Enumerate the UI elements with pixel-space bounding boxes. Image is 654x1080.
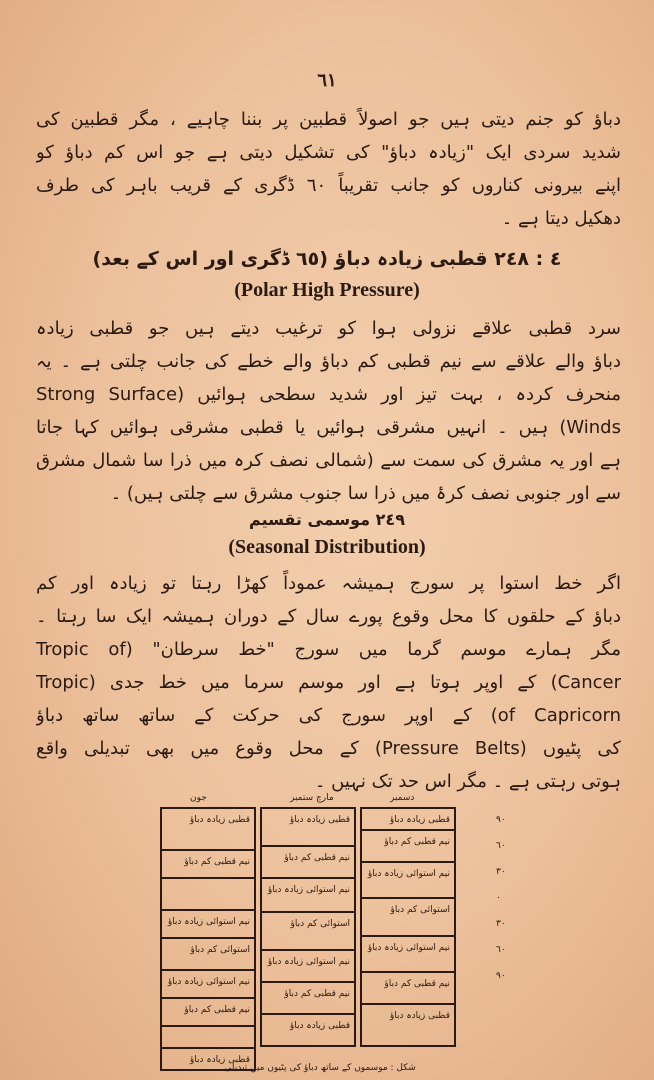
text-line: سرد قطبی علاقے نزولی ہوا کو ترغیب دیتے ہیں جو قطبی زیادہ (36, 318, 621, 339)
belt-cell: نیم قطبی کم دباؤ (362, 973, 454, 1005)
belt-cell: نیم قطبی کم دباؤ (362, 831, 454, 863)
text-line: سے اور جنوبی نصف کرۂ میں ذرا سا جنوب مشرق سے چلتی ہیں) ۔ (110, 483, 621, 504)
belt-cell: قطبی زیادہ دباؤ (362, 809, 454, 831)
belt-cell: قطبی زیادہ دباؤ (289, 1021, 350, 1031)
belt-cell (162, 879, 254, 911)
paragraph-1 (36, 103, 621, 235)
belt-cell: نیم استوائی زیادہ دباؤ (262, 951, 354, 983)
latitude-label: ٣٠ (496, 867, 506, 877)
text-line: اپنے بیرونی کناروں کو جانب تقریباً ٦٠ ڈگری کے قریب باہر کی طرف (36, 175, 621, 196)
belt-cell: نیم استوائی زیادہ دباؤ (362, 863, 454, 899)
column-heading: دسمبر (390, 793, 415, 803)
latitude-label: ٩٠ (496, 971, 506, 981)
belt-cell: قطبی زیادہ دباؤ (162, 809, 254, 851)
belt-cell: قطبی زیادہ دباؤ (262, 809, 354, 847)
page-number: ٦١ (317, 70, 337, 91)
latitude-label: ٣٠ (496, 919, 506, 929)
text-line: of Capricorn) کے اوپر سورج کی حرکت کے ساتھ ساتھ دباؤ (36, 705, 621, 726)
pressure-belts-figure (150, 793, 506, 1073)
text-line: کی پٹیوں (Pressure Belts) کے محل وقوع میں بھی تبدیلی واقع (36, 738, 621, 759)
text-line: ہوتی رہتی ہے ۔ مگر اس حد تک نہیں ۔ (314, 771, 621, 792)
belt-cell: استوائی کم دباؤ (362, 899, 454, 937)
belt-cell: نیم استوائی زیادہ دباؤ (162, 971, 254, 999)
belt-cell: نیم قطبی کم دباؤ (162, 999, 254, 1027)
belt-cell: نیم استوائی زیادہ دباؤ (162, 911, 254, 939)
belt-cell: نیم قطبی کم دباؤ (162, 851, 254, 879)
section-heading-urdu: ٤ : ٢٤٨ قطبی زیادہ دباؤ (٦٥ ڈگری اور اس کے بعد) (92, 248, 562, 270)
text-line: Winds) ہیں ۔ انہیں مشرقی ہوائیں یا قطبی مشرقی ہوائیں کہا جاتا (36, 417, 621, 438)
belt-cell: استوائی کم دباؤ (262, 913, 354, 951)
text-line: دباؤ کو جنم دیتی ہیں جو اصولاً قطبین پر بننا چاہیے ، مگر قطبین کی (36, 109, 621, 130)
belt-cell: قطبی زیادہ دباؤ (389, 1011, 450, 1021)
belt-cell: نیم قطبی کم دباؤ (262, 983, 354, 1015)
paragraph-3 (36, 567, 621, 798)
belt-cell: استوائی کم دباؤ (162, 939, 254, 971)
june-column (160, 807, 256, 1071)
text-line: Cancer) کے اوپر ہوتا ہے اور موسم سرما میں خط جدی (Tropic (36, 672, 621, 693)
december-column (360, 807, 456, 1047)
text-line: منحرف کردہ ، بہت تیز اور شدید سطحی ہوائیں (Strong Surface (36, 384, 621, 405)
column-heading: مارچ ستمبر (290, 793, 334, 803)
text-line: دباؤ کے حلقوں کا محل وقوع پورے سال کے دوران ہمیشہ ایک سا رہتا ۔ (36, 606, 621, 627)
belt-cell (162, 1027, 254, 1049)
latitude-label: ٩٠ (496, 815, 506, 825)
text-line: دباؤ والے علاقے سے نیم قطبی کم دباؤ والے خطے کی جانب چلتی ہے ۔ یہ (36, 351, 621, 372)
text-line: شدید سردی ایک "زیادہ دباؤ" کی تشکیل دیتی ہے جو اس کم دباؤ کو (36, 142, 621, 163)
text-line: مگر ہمارے موسم گرما میں سورج "خط سرطان" (Tropic of (36, 639, 621, 660)
section-heading-english: (Seasonal Distribution) (228, 536, 426, 558)
section-heading-english: (Polar High Pressure) (234, 279, 420, 301)
latitude-label: ٦٠ (496, 841, 506, 851)
belt-cell: نیم استوائی زیادہ دباؤ (362, 937, 454, 973)
latitude-label: ٠ (496, 893, 501, 903)
text-line: ہے اور یہ مشرق کی سمت سے (شمالی نصف کرہ میں ذرا سا شمال مشرق (36, 450, 621, 471)
text-line: دھکیل دیتا ہے ۔ (501, 208, 621, 229)
paragraph-2 (36, 312, 621, 510)
belt-cell: نیم قطبی کم دباؤ (262, 847, 354, 879)
text-line: اگر خط استوا پر سورج ہمیشہ عموداً کھڑا رہتا تو زیادہ اور کم (36, 573, 621, 594)
belt-cell: قطبی زیادہ دباؤ (189, 1055, 250, 1065)
column-heading: جون (190, 793, 207, 803)
figure-caption: شکل : موسموں کے ساتھ دباؤ کی پٹیوں میں تبدیلی (224, 1063, 416, 1073)
equinox-column (260, 807, 356, 1047)
latitude-label: ٦٠ (496, 945, 506, 955)
latitude-markers (496, 807, 526, 989)
section-heading-urdu: ٢٤٩ موسمی تقسیم (249, 510, 405, 529)
belt-cell: نیم استوائی زیادہ دباؤ (262, 879, 354, 913)
